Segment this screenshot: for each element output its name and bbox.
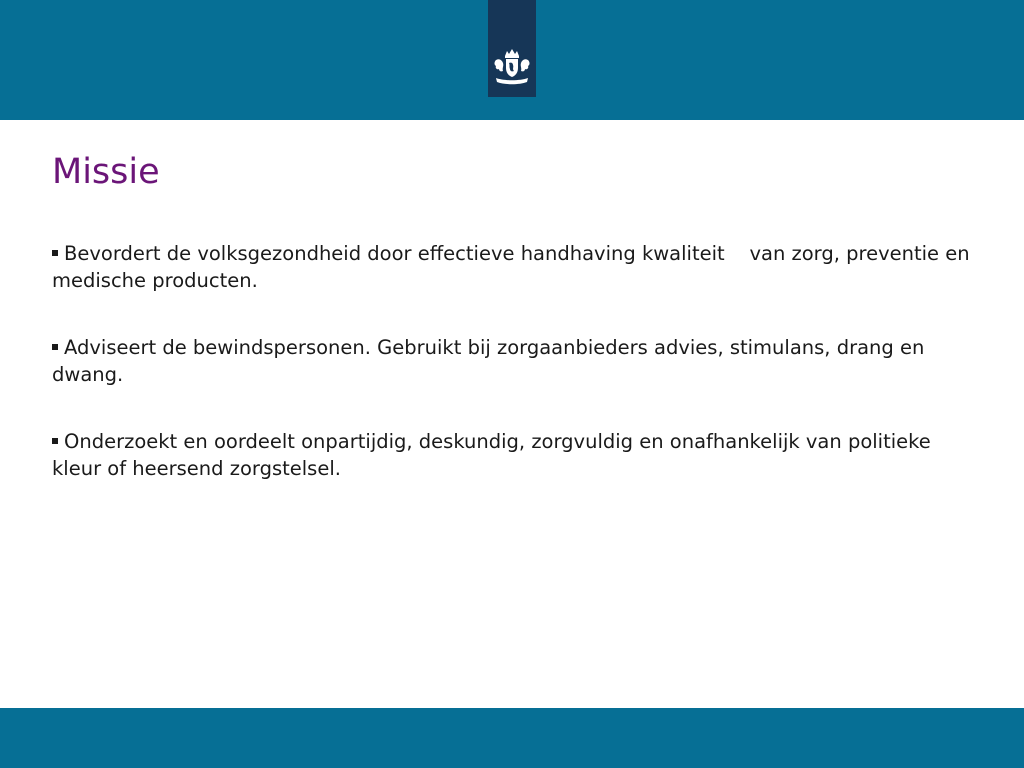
header-band <box>0 0 1024 120</box>
footer-band <box>0 708 1024 768</box>
bullet-list <box>52 240 976 522</box>
bullet-text: Bevordert de volksgezondheid door effectieve handhaving kwaliteit van zorg, preventie en medische producten. <box>52 242 976 292</box>
bullet-item <box>52 428 972 482</box>
logo <box>488 0 536 97</box>
slide-title: Missie <box>52 152 160 192</box>
bullet-text: Adviseert de bewindspersonen. Gebruikt bij zorgaanbieders advies, stimulans, drang en dwang. <box>52 336 931 386</box>
bullet-item <box>52 334 972 388</box>
bullet-marker-icon <box>52 250 58 256</box>
bullet-item <box>52 240 976 294</box>
bullet-text: Onderzoekt en oordeelt onpartijdig, deskundig, zorgvuldig en onafhankelijk van politieke kleur of heersend zorgstelsel. <box>52 430 937 480</box>
bullet-marker-icon <box>52 344 58 350</box>
coat-of-arms-icon <box>490 48 534 88</box>
bullet-marker-icon <box>52 438 58 444</box>
